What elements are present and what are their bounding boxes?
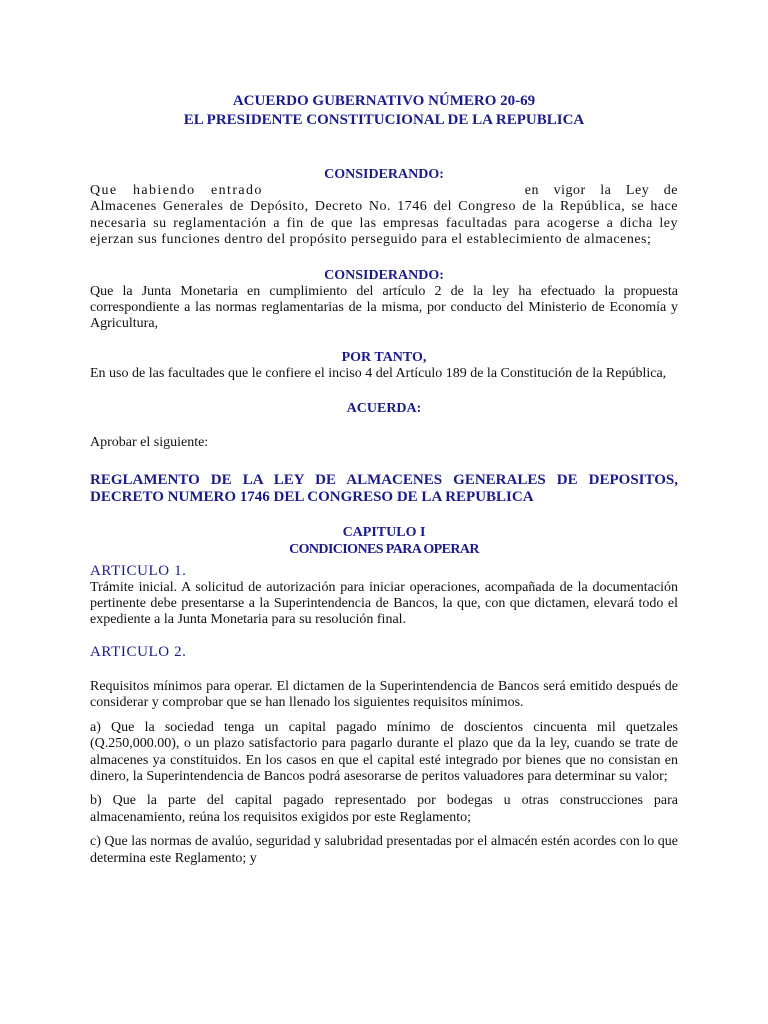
por-tanto-text: En uso de las facultades que le confiere el inciso 4 del Artículo 189 de la Constitución de la República, [90, 365, 667, 381]
articulo-2-item-c: c) Que las normas de avalúo, seguridad y salubridad presentadas por el almacén estén acordes con lo que determina este Reglamento; y [90, 834, 678, 866]
acuerda-heading: ACUERDA: [346, 401, 422, 417]
document-title: ACUERDO GUBERNATIVO NÚMERO 20-69 [232, 93, 536, 109]
articulo-2-item-b: b) Que la parte del capital pagado representado por bodegas u otras construcciones para almacenamiento, reúna los requisitos exigidos por este Reglamento; [90, 793, 678, 825]
considerando-1-text [90, 183, 678, 249]
reglamento-title: REGLAMENTO DE LA LEY DE ALMACENES GENERALES DE DEPOSITOS, DECRETO NUMERO 1746 DEL CONGRESO DE LA REPUBLICA [90, 471, 678, 505]
acuerda-text: Aprobar el siguiente: [90, 435, 209, 451]
considerando-2-heading: CONSIDERANDO: [324, 267, 444, 283]
por-tanto-heading: POR TANTO, [341, 349, 427, 365]
capitulo-number: CAPITULO I [342, 524, 426, 540]
articulo-2-intro: Requisitos mínimos para operar. El dictamen de la Superintendencia de Bancos será emitido después de considerar y comprobar que se han llenado los siguientes requisitos mínimos. [90, 678, 678, 711]
considerando-1-text-rest: en vigor la Ley de Almacenes Generales de Depósito, Decreto No. 1746 del Congreso de la República, se hace necesaria su reglamentación a fin de que las empresas facultadas para acogerse a dicha ley ejerzan sus funciones dentro del propósito perseguido para el establecimiento de almacenes; [90, 183, 678, 248]
articulo-2-item-a: a) Que la sociedad tenga un capital pagado mínimo de doscientos cincuenta mil quetzales (Q.250,000.00), o un plazo satisfactorio para pagarlo durante el plazo que da la ley, cuando se trate de almacenes ya constituidos. En los casos en que el capital esté integrado por bienes que no consistan en dinero, la Superintendencia de Bancos podrá asesorarse de peritos valuadores para determinar su valor; [90, 719, 678, 784]
capitulo-name: CONDICIONES PARA OPERAR [289, 541, 479, 557]
considerando-1-heading: CONSIDERANDO: [324, 167, 444, 182]
considerando-1-text-start: Que habiendo entrado [90, 183, 263, 198]
articulo-1-heading: ARTICULO 1. [90, 562, 187, 579]
articulo-2-heading: ARTICULO 2. [90, 643, 187, 660]
articulo-1-text: Trámite inicial. A solicitud de autorización para iniciar operaciones, acompañada de la documentación pertinente debe presentarse a la Superintendencia de Bancos, la que, con que dictamen, elevará todo el expediente a la Junta Monetaria para su resolución final. [90, 579, 678, 628]
document-page [90, 92, 678, 867]
considerando-2-text: Que la Junta Monetaria en cumplimiento del artículo 2 de la ley ha efectuado la propuesta correspondiente a las normas reglamentarias de la misma, por conducto del Ministerio de Economía y Agricultura, [90, 283, 678, 332]
document-subtitle: EL PRESIDENTE CONSTITUCIONAL DE LA REPUBLICA [183, 112, 585, 128]
